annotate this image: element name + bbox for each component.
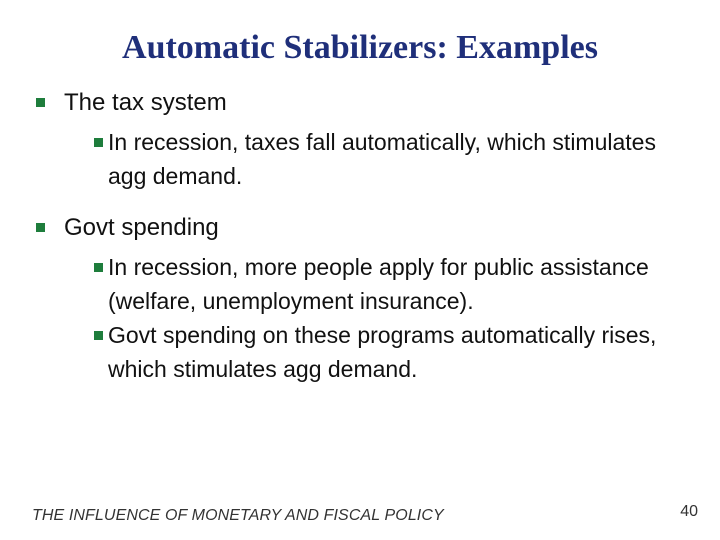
square-bullet-icon bbox=[94, 263, 103, 272]
bullet-item-tax-system bbox=[36, 86, 696, 193]
sub-bullet-list bbox=[64, 125, 696, 193]
sub-bullet-list bbox=[64, 250, 696, 386]
square-bullet-icon bbox=[94, 331, 103, 340]
square-bullet-icon bbox=[94, 138, 103, 147]
page-number: 40 bbox=[680, 503, 698, 520]
sub-bullet-item bbox=[96, 250, 696, 318]
slide-title: Automatic Stabilizers: Examples bbox=[122, 29, 598, 66]
sub-bullet-text: Govt spending on these programs automatically rises, which stimulates agg demand. bbox=[108, 322, 657, 382]
sub-bullet-item bbox=[96, 318, 696, 386]
bullet-list bbox=[36, 86, 696, 386]
bullet-text: Govt spending bbox=[64, 214, 219, 241]
sub-bullet-text: In recession, more people apply for public assistance (welfare, unemployment insurance). bbox=[108, 254, 649, 314]
sub-bullet-item bbox=[96, 125, 696, 193]
footer-text: THE INFLUENCE OF MONETARY AND FISCAL POLICY bbox=[32, 507, 444, 524]
square-bullet-icon bbox=[36, 223, 45, 232]
square-bullet-icon bbox=[36, 98, 45, 107]
bullet-text: The tax system bbox=[64, 89, 227, 116]
sub-bullet-text: In recession, taxes fall automatically, which stimulates agg demand. bbox=[108, 129, 656, 189]
bullet-item-govt-spending bbox=[36, 211, 696, 386]
